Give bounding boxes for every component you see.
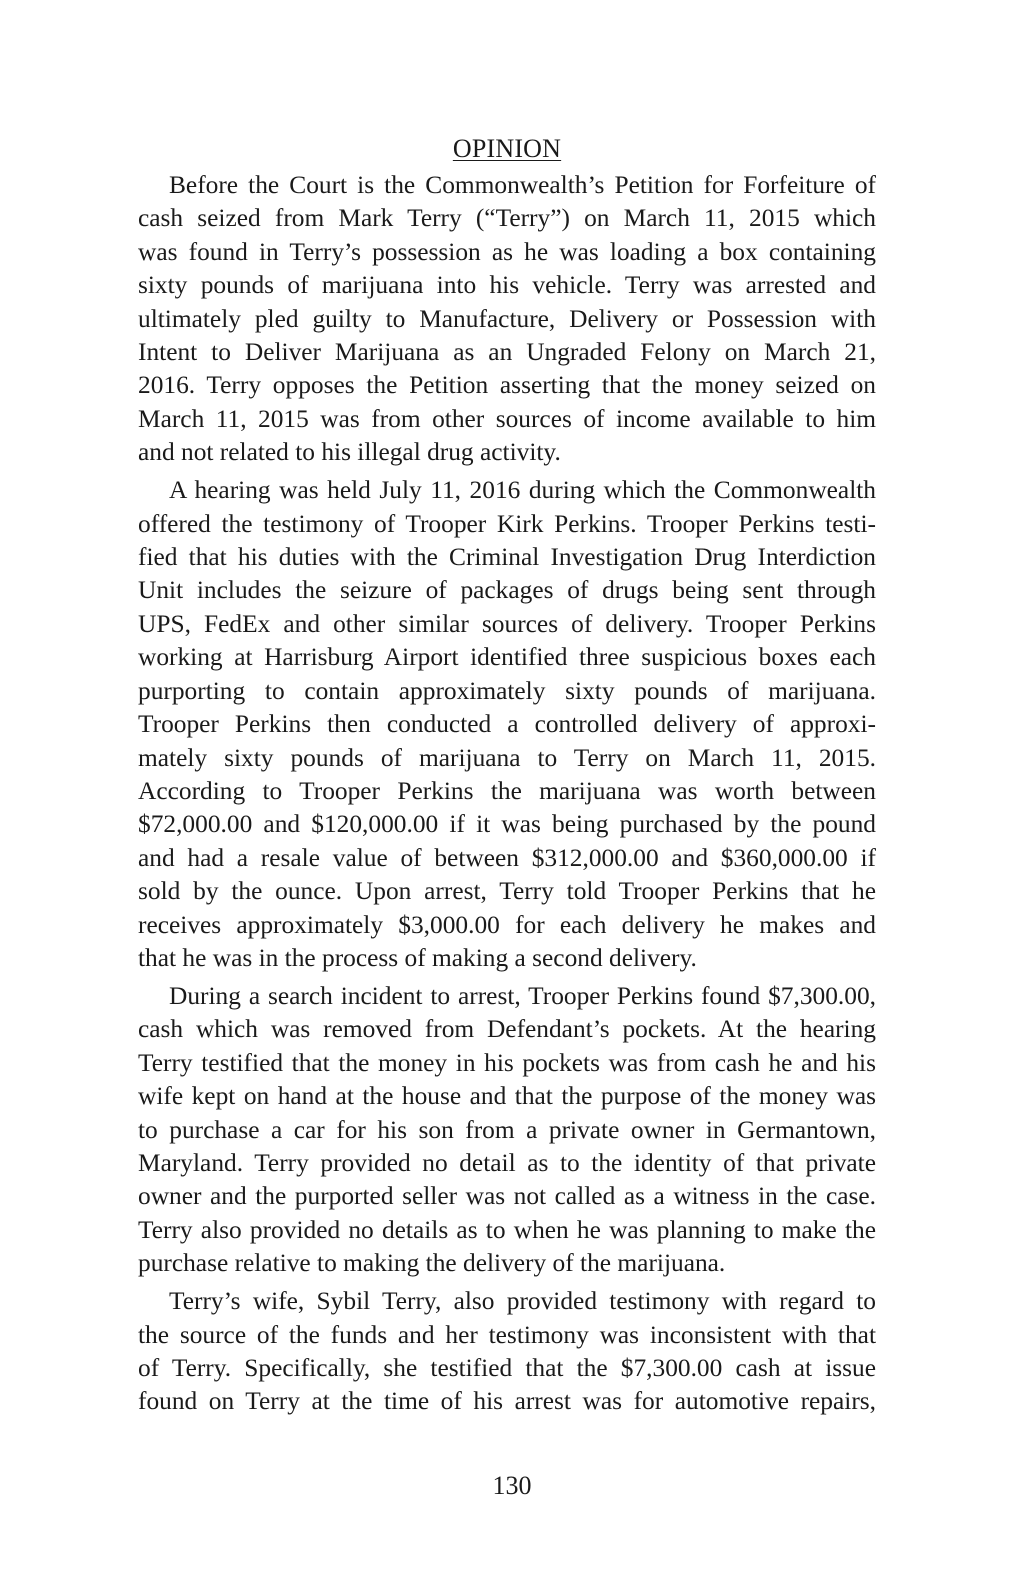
text-line: sixty pounds of marijuana into his vehicle. Terry was arrested and <box>138 271 876 300</box>
text-line: During a search incident to arrest, Trooper Perkins found $7,300.00, <box>169 981 876 1010</box>
text-line: fied that his duties with the Criminal Investigation Drug Interdiction <box>138 543 876 572</box>
opinion-heading: OPINION <box>452 134 562 163</box>
text-line: Intent to Deliver Marijuana as an Ungraded Felony on March 21, <box>138 338 876 367</box>
text-line: Maryland. Terry provided no detail as to the identity of that private <box>138 1148 876 1177</box>
text-line: and not related to his illegal drug activity. <box>138 438 561 467</box>
text-line: working at Harrisburg Airport identified three suspicious boxes each <box>138 643 876 672</box>
text-line: that he was in the process of making a second delivery. <box>138 943 697 972</box>
text-line: Terry’s wife, Sybil Terry, also provided testimony with regard to <box>169 1287 876 1316</box>
text-line: found on Terry at the time of his arrest was for automotive repairs, <box>138 1387 876 1416</box>
document-page <box>138 132 876 1423</box>
text-line: owner and the purported seller was not called as a witness in the case. <box>138 1182 876 1211</box>
text-line: wife kept on hand at the house and that the purpose of the money was <box>138 1082 876 1111</box>
opinion-body <box>138 169 876 1419</box>
text-line: purporting to contain approximately sixty pounds of marijuana. <box>138 676 876 705</box>
paragraph <box>138 1285 876 1419</box>
text-line: March 11, 2015 was from other sources of income available to him <box>138 404 876 433</box>
text-line: $72,000.00 and $120,000.00 if it was being purchased by the pound <box>138 810 876 839</box>
text-line: Unit includes the seizure of packages of drugs being sent through <box>138 576 876 605</box>
text-line: According to Trooper Perkins the marijuana was worth between <box>138 776 876 805</box>
text-line: UPS, FedEx and other similar sources of delivery. Trooper Perkins <box>138 609 876 638</box>
paragraph <box>138 980 876 1281</box>
text-line: Terry also provided no details as to when he was planning to make the <box>138 1215 876 1244</box>
text-line: and had a resale value of between $312,000.00 and $360,000.00 if <box>138 843 876 872</box>
text-line: receives approximately $3,000.00 for each delivery he makes and <box>138 910 876 939</box>
text-line: Before the Court is the Commonwealth’s Petition for Forfeiture of <box>169 171 876 199</box>
text-line: cash seized from Mark Terry (“Terry”) on March 11, 2015 which <box>138 204 876 233</box>
text-line: cash which was removed from Defendant’s pockets. At the hearing <box>138 1015 876 1044</box>
text-line: was found in Terry’s possession as he was loading a box containing <box>138 237 876 266</box>
page-number: 130 <box>492 1471 532 1500</box>
text-line: sold by the ounce. Upon arrest, Terry told Trooper Perkins that he <box>138 877 876 906</box>
text-line: offered the testimony of Trooper Kirk Perkins. Trooper Perkins testi- <box>138 509 876 538</box>
text-line: mately sixty pounds of marijuana to Terry on March 11, 2015. <box>138 743 876 772</box>
text-line: 2016. Terry opposes the Petition asserting that the money seized on <box>138 371 876 400</box>
text-line: ultimately pled guilty to Manufacture, Delivery or Possession with <box>138 304 876 333</box>
text-line: purchase relative to making the delivery of the marijuana. <box>138 1249 726 1278</box>
text-line: to purchase a car for his son from a private owner in Germantown, <box>138 1115 876 1144</box>
text-line: the source of the funds and her testimony was inconsistent with that <box>138 1320 876 1349</box>
text-line: of Terry. Specifically, she testified that the $7,300.00 cash at issue <box>138 1354 876 1382</box>
text-line: A hearing was held July 11, 2016 during which the Commonwealth <box>169 476 876 505</box>
text-line: Terry testified that the money in his pockets was from cash he and his <box>138 1048 876 1077</box>
paragraph <box>138 474 876 975</box>
paragraph <box>138 169 876 470</box>
text-line: Trooper Perkins then conducted a controlled delivery of approxi- <box>138 710 876 739</box>
